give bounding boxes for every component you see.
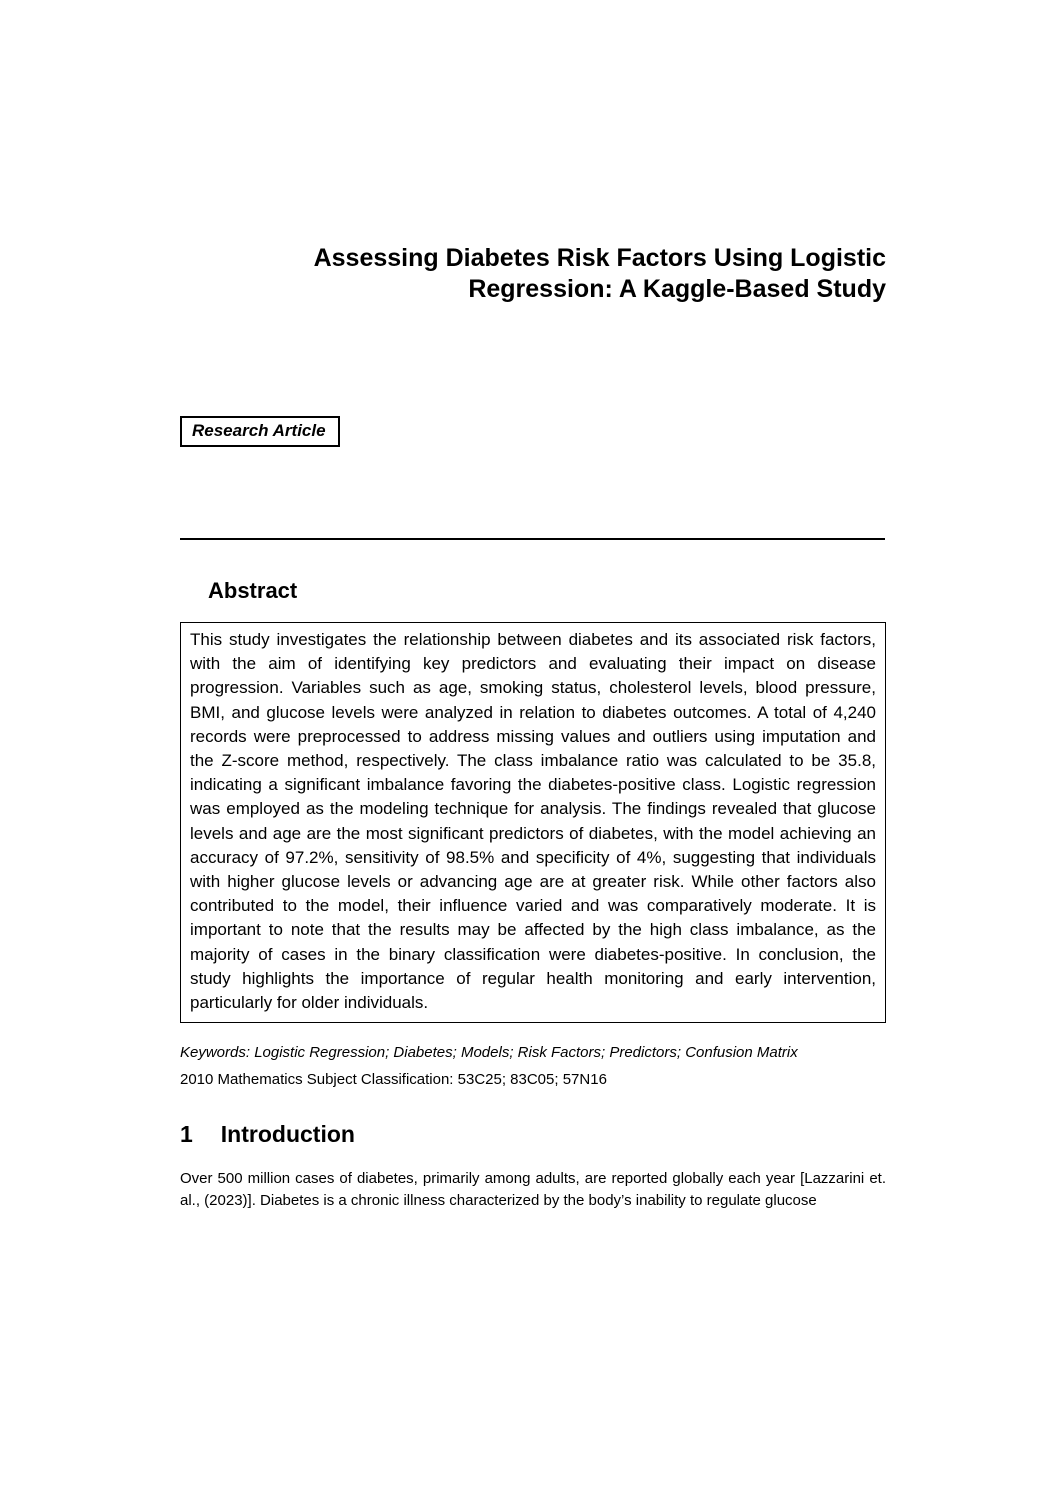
section-title: Introduction <box>220 1121 355 1147</box>
page-title-line-1: Assessing Diabetes Risk Factors Using Logistic <box>313 244 886 272</box>
keywords-line: Keywords: Logistic Regression; Diabetes; Models; Risk Factors; Predictors; Confusion Matrix <box>180 1044 798 1061</box>
page-title <box>180 243 886 305</box>
research-article-badge: Research Article <box>180 416 340 447</box>
intro-paragraph: Over 500 million cases of diabetes, primarily among adults, are reported globally each year [Lazzarini et. al., (2023)]. Diabetes is a chronic illness characterized by the body’s inability to regulate glucose <box>180 1170 886 1209</box>
page-title-line-2: Regression: A Kaggle-Based Study <box>468 275 886 303</box>
section-number: 1 <box>180 1121 193 1147</box>
section-heading-introduction <box>180 1121 886 1148</box>
abstract-heading: Abstract <box>208 578 298 603</box>
abstract-box: This study investigates the relationship between diabetes and its associated risk factors, with the aim of identifying key predictors and evaluating their impact on disease progression. Variables such as age, smoking status, cholesterol levels, blood pressure, BMI, and glucose levels were analyzed in relation to diabetes outcomes. A total of 4,240 records were preprocessed to address missing values and outliers using imputation and the Z-score method, respectively. The class imbalance ratio was calculated to be 35.8, indicating a significant imbalance favoring the diabetes-positive class. Logistic regression was employed as the modeling technique for analysis. The findings revealed that glucose levels and age are the most significant predictors of diabetes, with the model achieving an accuracy of 97.2%, sensitivity of 98.5% and specificity of 4%, suggesting that individuals with higher glucose levels or advancing age are at greater risk. While other factors also contributed to the model, their influence varied and was comparatively moderate. It is important to note that the results may be affected by the high class imbalance, as the majority of cases in the binary classification were diabetes-positive. In conclusion, the study highlights the importance of regular health monitoring and early intervention, particularly for older individuals. <box>180 622 886 1023</box>
msc-line: 2010 Mathematics Subject Classification: 53C25; 83C05; 57N16 <box>180 1071 607 1088</box>
horizontal-divider <box>180 538 885 540</box>
